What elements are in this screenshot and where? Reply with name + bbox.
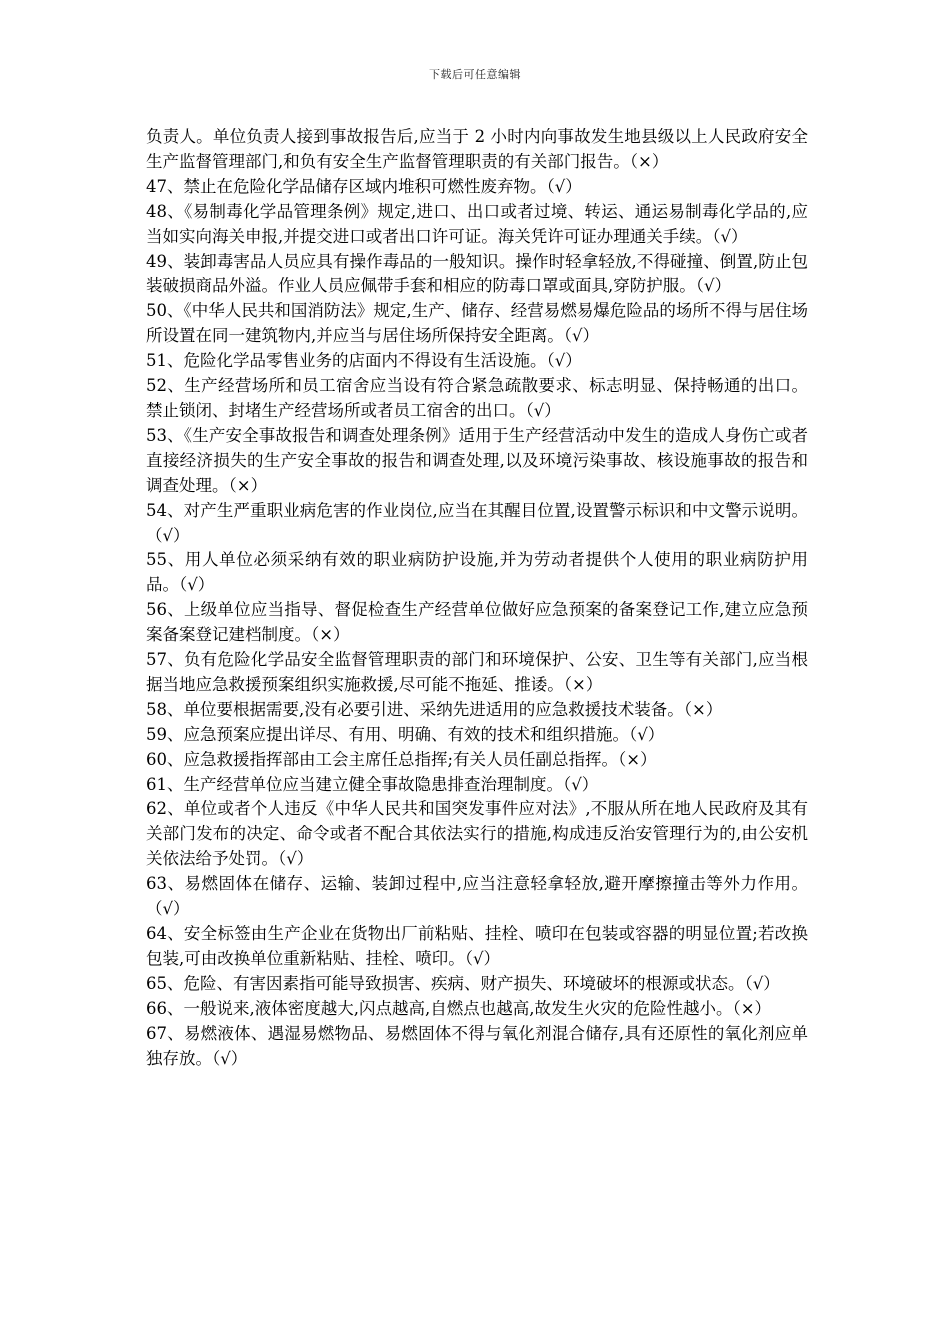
question-52: 52、生产经营场所和员工宿舍应当设有符合紧急疏散要求、标志明显、保持畅通的出口。禁止锁闭、封堵生产经营场所或者员工宿舍的出口。（√）	[146, 376, 808, 420]
question-60: 60、应急救援指挥部由工会主席任总指挥;有关人员任副总指挥。（×）	[146, 749, 657, 769]
question-56: 56、上级单位应当指导、督促检查生产经营单位做好应急预案的备案登记工作,建立应急预案备案登记建档制度。（×）	[146, 600, 808, 645]
question-51: 51、危险化学品零售业务的店面内不得设有生活设施。（√）	[146, 351, 582, 371]
question-61: 61、生产经营单位应当建立健全事故隐患排查治理制度。（√）	[146, 774, 599, 794]
paragraph-continuation: 负责人。单位负责人接到事故报告后,应当于 2 小时内向事故发生地县级以上人民政府安全生产监督管理部门,和负有安全生产监督管理职责的有关部门报告。（×）	[146, 127, 808, 171]
question-62: 62、单位或者个人违反《中华人民共和国突发事件应对法》,不服从所在地人民政府及其有关部门发布的决定、命令或者不配合其依法实行的措施,构成违反治安管理行为的,由公安机关依法给予处罚。（√）	[146, 799, 808, 869]
question-47: 47、禁止在危险化学品储存区域内堆积可燃性废弃物。（√）	[146, 176, 582, 196]
question-55: 55、用人单位必须采纳有效的职业病防护设施,并为劳动者提供个人使用的职业病防护用品。（√）	[146, 550, 808, 595]
question-57: 57、负有危险化学品安全监督管理职责的部门和环境保护、公安、卫生等有关部门,应当根据当地应急救援预案组织实施救援,尽可能不拖延、推诿。（×）	[146, 650, 808, 694]
question-59: 59、应急预案应提出详尽、有用、明确、有效的技术和组织措施。（√）	[146, 724, 665, 744]
question-50: 50、《中华人民共和国消防法》规定,生产、储存、经营易燃易爆危险品的场所不得与居住场所设置在同一建筑物内,并应当与居住场所保持安全距离。（√）	[146, 301, 808, 346]
question-53: 53、《生产安全事故报告和调查处理条例》适用于生产经营活动中发生的造成人身伤亡或者直接经济损失的生产安全事故的报告和调查处理,以及环境污染事故、核设施事故的报告和调查处理。（×）	[146, 425, 808, 495]
question-49: 49、装卸毒害品人员应具有操作毒品的一般知识。操作时轻拿轻放,不得碰撞、倒置,防止包装破损商品外溢。作业人员应佩带手套和相应的防毒口罩或面具,穿防护服。（√）	[146, 251, 808, 296]
question-58: 58、单位要根据需要,没有必要引进、采纳先进适用的应急救援技术装备。（×）	[146, 699, 723, 719]
page-header: 下载后可任意编辑	[429, 68, 521, 81]
question-64: 64、安全标签由生产企业在货物出厂前粘贴、挂栓、喷印在包装或容器的明显位置;若改换包装,可由改换单位重新粘贴、挂栓、喷印。（√）	[146, 924, 808, 968]
question-54: 54、对产生严重职业病危害的作业岗位,应当在其醒目位置,设置警示标识和中文警示说明。（√）	[146, 500, 808, 545]
question-65: 65、危险、有害因素指可能导致损害、疾病、财产损失、环境破坏的根源或状态。（√）	[146, 973, 780, 993]
question-63: 63、易燃固体在储存、运输、装卸过程中,应当注意轻拿轻放,避开摩擦撞击等外力作用。（√）	[146, 874, 808, 919]
question-66: 66、一般说来,液体密度越大,闪点越高,自燃点也越高,故发生火灾的危险性越小。（×）	[146, 998, 772, 1018]
question-67: 67、易燃液体、遇湿易燃物品、易燃固体不得与氧化剂混合储存,具有还原性的氧化剂应单独存放。（√）	[146, 1023, 808, 1068]
question-48: 48、《易制毒化学品管理条例》规定,进口、出口或者过境、转运、通运易制毒化学品的,应当如实向海关申报,并提交进口或者出口许可证。海关凭许可证办理通关手续。（√）	[146, 201, 808, 246]
document-body	[146, 125, 808, 1071]
